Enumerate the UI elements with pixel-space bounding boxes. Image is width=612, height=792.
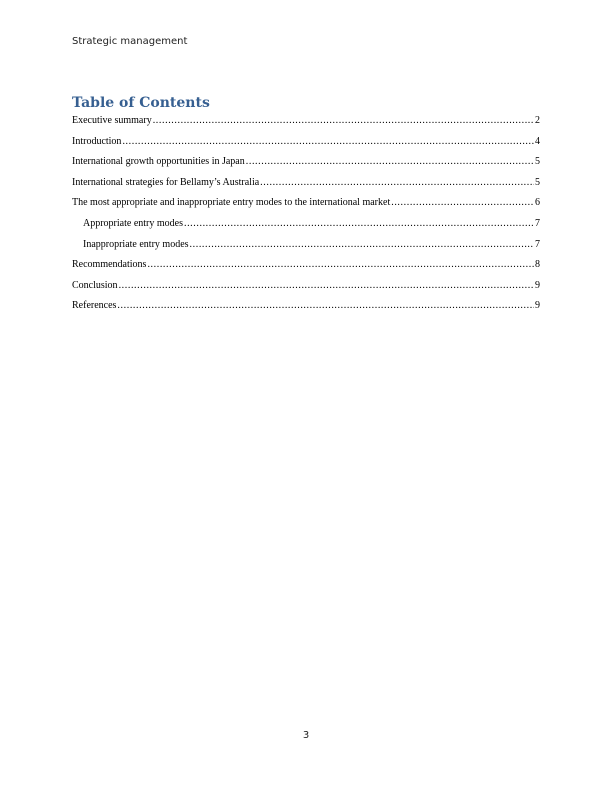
toc-entry-entry-modes[interactable] <box>72 197 540 218</box>
toc-entry-label: International growth opportunities in Japan <box>72 156 245 168</box>
toc-entry-executive-summary[interactable] <box>72 115 540 136</box>
toc-entry-page: 7 <box>535 217 540 229</box>
toc-entry-page: 9 <box>535 279 540 291</box>
toc-entry-label: Conclusion <box>72 279 118 291</box>
toc-entry-inappropriate-entry-modes[interactable] <box>72 239 540 260</box>
toc-dot-leader <box>117 300 534 312</box>
toc-dot-leader <box>122 136 534 148</box>
toc-entry-international-strategies[interactable] <box>72 177 540 198</box>
toc-dot-leader <box>246 156 534 168</box>
toc-entry-label: The most appropriate and inappropriate entry modes to the international market <box>72 197 391 209</box>
toc-entry-label: Inappropriate entry modes <box>83 238 189 250</box>
toc-dot-leader <box>190 239 534 251</box>
toc-entry-page: 6 <box>535 197 540 209</box>
toc-dot-leader <box>147 259 534 271</box>
toc-entry-label: References <box>72 300 117 312</box>
toc-entry-appropriate-entry-modes[interactable] <box>72 218 540 239</box>
toc-entry-label: Introduction <box>72 135 122 147</box>
page-number: 3 <box>302 730 310 741</box>
toc-entry-label: Appropriate entry modes <box>83 217 183 229</box>
toc-entry-page: 2 <box>535 115 540 126</box>
running-header: Strategic management <box>72 36 188 47</box>
toc-entry-references[interactable] <box>72 300 540 321</box>
toc-dot-leader <box>391 197 534 209</box>
toc-dot-leader <box>119 280 534 292</box>
toc-entry-page: 7 <box>535 238 540 250</box>
toc-entry-page: 5 <box>535 176 540 188</box>
toc-title: Table of Contents <box>72 95 210 111</box>
toc-dot-leader <box>260 177 534 189</box>
toc-entry-label: Recommendations <box>72 259 147 271</box>
toc-entry-label: Executive summary <box>72 115 152 126</box>
toc-entry-introduction[interactable] <box>72 136 540 157</box>
toc-entry-growth-opportunities-japan[interactable] <box>72 156 540 177</box>
toc-entry-conclusion[interactable] <box>72 280 540 301</box>
toc-entry-label: International strategies for Bellamy’s Australia <box>72 176 260 188</box>
toc-entry-page: 5 <box>535 156 540 168</box>
toc-entry-recommendations[interactable] <box>72 259 540 280</box>
table-of-contents <box>72 115 540 321</box>
toc-dot-leader <box>153 115 534 127</box>
toc-entry-page: 8 <box>535 259 540 271</box>
toc-dot-leader <box>184 218 534 230</box>
toc-entry-page: 4 <box>535 135 540 147</box>
toc-entry-page: 9 <box>535 300 540 312</box>
